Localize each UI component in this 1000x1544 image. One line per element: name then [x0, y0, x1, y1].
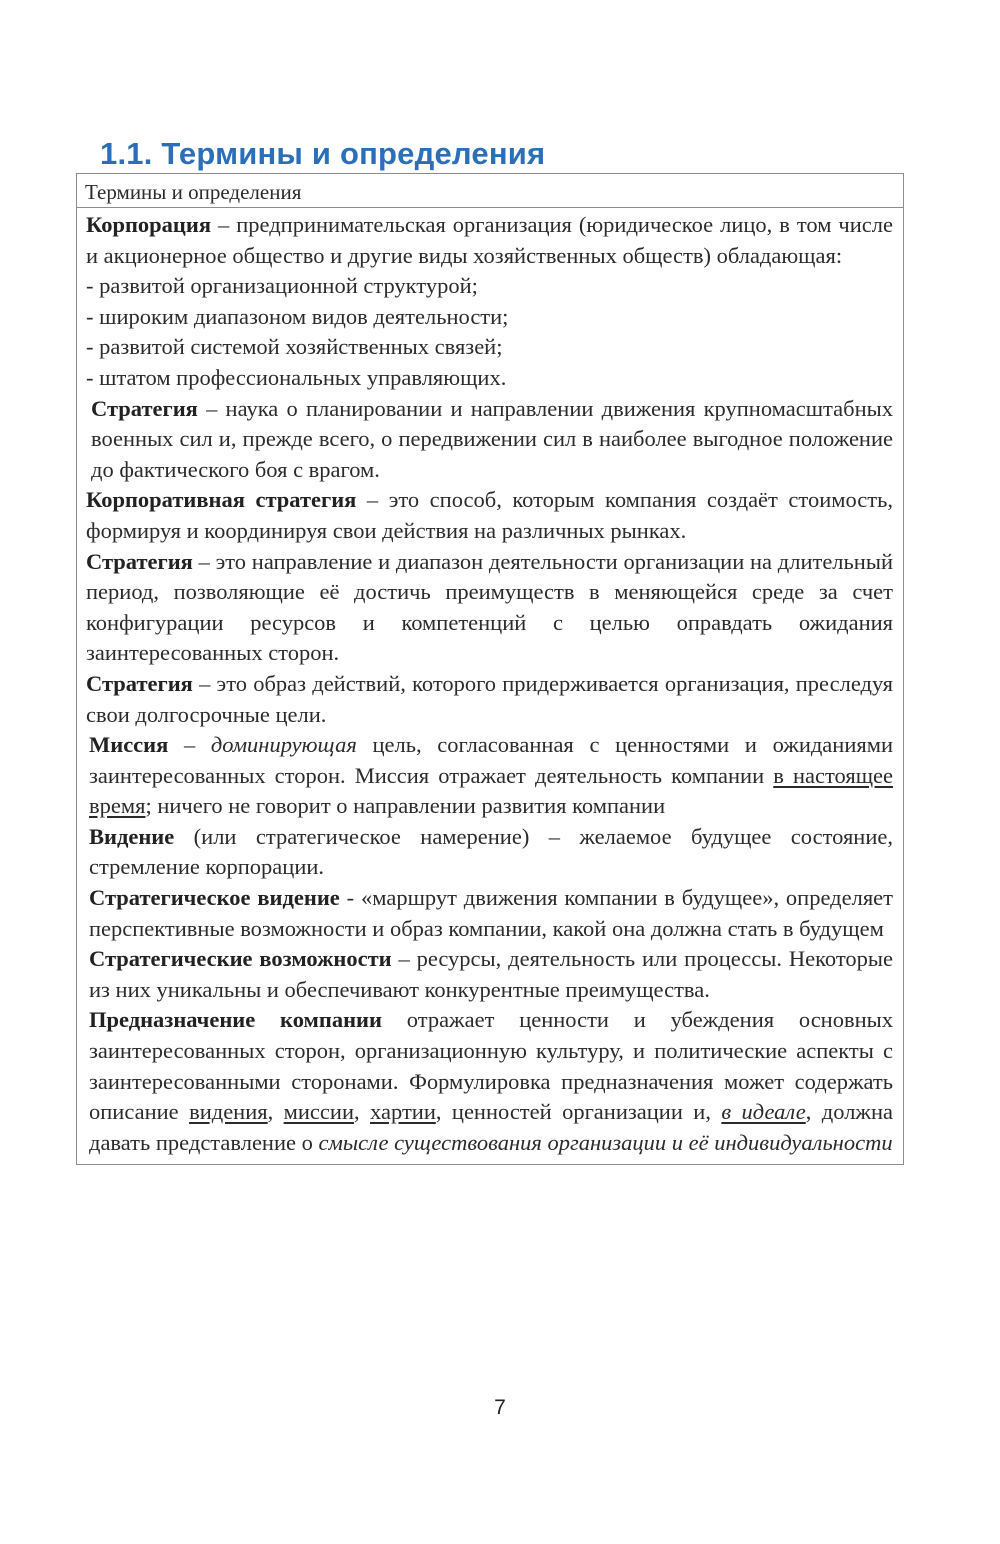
term: Стратегические возможности — [89, 946, 392, 972]
definitions-table — [76, 173, 904, 1165]
definition-text: (или стратегическое намерение) – желаемое будущее состояние, стремление корпорации. — [89, 823, 893, 880]
definition-strategy-action — [86, 669, 893, 730]
definition-strategic-capabilities — [86, 944, 893, 1005]
definition-text: , ценностей организации и, — [435, 1099, 722, 1125]
definition-text: ; ничего не говорит о направлении развития компании — [145, 793, 666, 819]
definition-text: – ресурсы, деятельность или процессы. Некоторые из них уникальны и обеспечивают конкурентные преимущества. — [89, 946, 893, 1002]
definition-text: отражает ценности и убеждения основных заинтересованных сторон, организационную культуру, и политические аспекты с заинтересованными сторонами. Формулировка предназначения может содержать описание — [89, 1007, 894, 1125]
separator: , — [267, 1099, 284, 1125]
page-number: 7 — [494, 1396, 506, 1419]
term: Миссия — [89, 732, 169, 758]
definition-text: – это образ действий, которого придерживается организация, преследуя свои долгосрочные цели. — [86, 670, 893, 727]
underlined-italic-text: в идеале — [721, 1099, 806, 1125]
definition-text: – это направление и диапазон деятельности организации на длительный период, позволяющие её достичь преимуществ в меняющейся среде за счет конфигурации ресурсов и компетенций с целью оправдать ожидания заинтересованных сторон. — [86, 548, 893, 666]
definition-corporate-strategy — [86, 485, 893, 546]
list-item: - развитой системой хозяйственных связей; — [86, 334, 503, 360]
list-item: - штатом профессиональных управляющих. — [86, 364, 507, 390]
italic-text: доминирующая — [210, 732, 357, 758]
definition-corporation — [86, 210, 893, 394]
list-item: - развитой организационной структурой; — [86, 273, 478, 299]
term: Корпорация — [86, 212, 212, 237]
table-header: Термины и определения — [77, 174, 903, 208]
term: Предназначение компании — [89, 1007, 382, 1033]
definition-strategy-military — [86, 394, 893, 486]
term: Видение — [89, 823, 175, 849]
term: Стратегия — [86, 670, 193, 696]
underlined-text: миссии — [283, 1099, 354, 1125]
underlined-text: видения — [189, 1099, 268, 1125]
table-body — [77, 208, 903, 1164]
definition-strategic-vision — [86, 883, 893, 944]
definition-strategy-direction — [86, 547, 893, 669]
section-heading: 1.1. Термины и определения — [100, 136, 546, 171]
term: Стратегическое видение — [89, 885, 340, 911]
definition-text: – это способ, которым компания создаёт стоимость, формируя и координируя свои действия на различных рынках. — [86, 487, 893, 543]
definition-mission — [86, 730, 893, 822]
definition-text: - «маршрут движения компании в будущее», определяет перспективные возможности и образ компании, какой она должна стать в будущем — [89, 885, 893, 941]
definition-company-purpose — [86, 1005, 893, 1158]
term: Корпоративная стратегия — [86, 487, 357, 513]
separator: , — [354, 1099, 371, 1125]
term: Стратегия — [86, 548, 193, 574]
definition-text: – предпринимательская организация (юридическое лицо, в том числе и акционерное общество и другие виды хозяйственных обществ) обладающая: — [86, 212, 893, 268]
term: Стратегия — [91, 395, 198, 421]
definition-text: , должна давать представление о — [89, 1099, 894, 1155]
definition-vision — [86, 822, 893, 883]
list-item: - широким диапазоном видов деятельности; — [86, 303, 509, 329]
definition-text: цель, согласованная с ценностями и ожиданиями заинтересованных сторон. Миссия отражает деятельность компании — [89, 732, 894, 788]
definition-dash: – — [168, 732, 211, 758]
italic-text: смысле существования организации и её индивидуальности — [318, 1129, 893, 1155]
definition-text: – наука о планировании и направлении движения крупномасштабных военных сил и, прежде всего, о передвижении сил в наиболее выгодное положение до фактического боя с врагом. — [91, 395, 893, 482]
underlined-text: хартии — [370, 1099, 436, 1125]
underlined-text: в настоящее время — [89, 762, 894, 819]
